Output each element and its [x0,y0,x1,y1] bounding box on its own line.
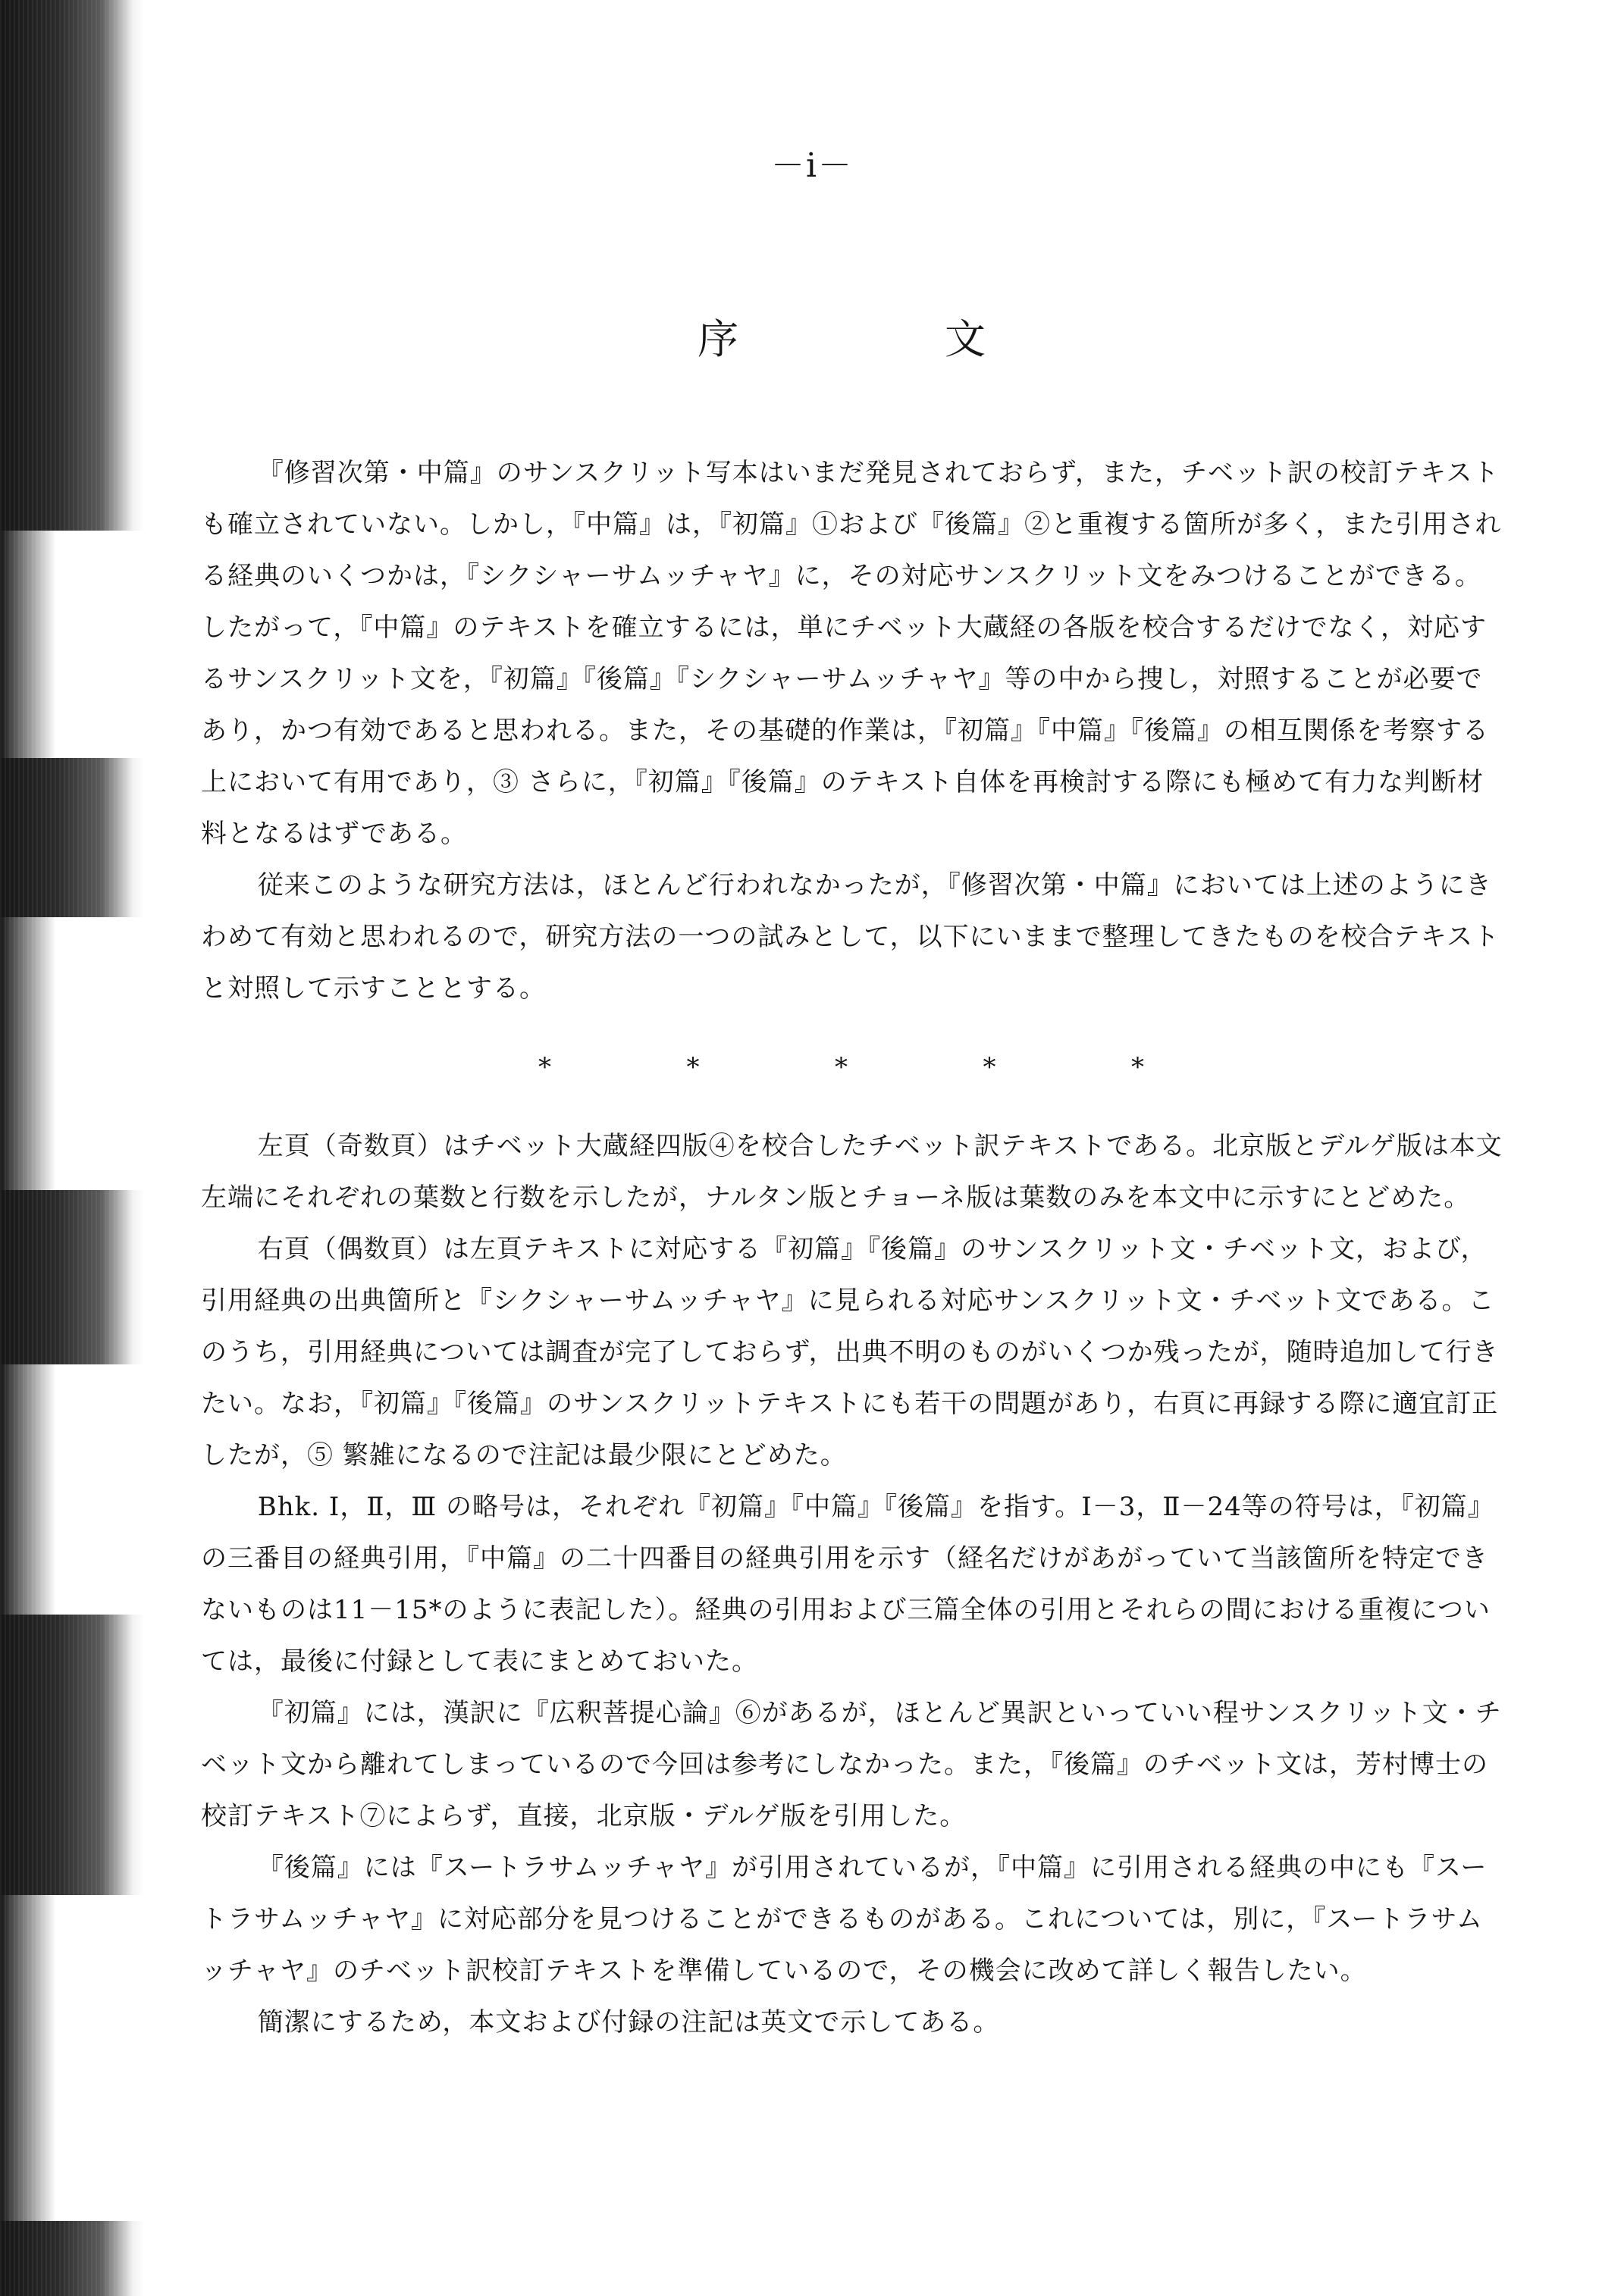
title-char-1: 序 [698,315,738,363]
paragraph: 簡潔にするため，本文および付録の注記は英文で示してある。 [257,2007,1000,2038]
page-number: －i－ [770,146,854,185]
separator-star: * [1131,1052,1145,1082]
scan-binding-gap [0,1895,159,2221]
paragraph: 右頁（偶数頁）は左頁テキストに対応する『初篇』『後篇』のサンスクリット文・チベット文，および，引用経典の出典箇所と『シクシャーサムッチャヤ』に見られる対応サンスクリット文・チベット文である。このうち，引用経典については調査が完了しておらず，出典不明のものがいくつか残ったが，随時追加して行きたい。なお，『初篇』『後篇』のサンスクリットテキストにも若干の問題があり，右頁に再録する際に適宜訂正したが，⑤ 繁雑になるので注記は最少限にとどめた。 [201,1234,1499,1471]
title-char-2: 文 [945,315,986,363]
paragraph: 『修習次第・中篇』のサンスクリット写本はいまだ発見されておらず，また，チベット訳の校訂テキストも確立されていない。しかし，『中篇』は，『初篇』①および『後篇』②と重複する箇所が多く，また引用される経典のいくつかは，『シクシャーサムッチャヤ』に，その対応サンスクリット文をみつけることができる。したがって，『中篇』のテキストを確立するには，単にチベット大蔵経の各版を校合するだけでなく，対応するサンスクリット文を，『初篇』『後篇』『シクシャーサムッチャヤ』等の中から捜し，対照することが必要であり，かつ有効であると思われる。また，その基礎的作業は，『初篇』『中篇』『後篇』の相互関係を考察する上において有用であり，③ さらに，『初篇』『後篇』のテキスト自体を再検討する際にも極めて有力な判断材料となるはずである。 [201,458,1502,849]
separator-star: * [686,1052,701,1082]
separator-star: * [538,1052,552,1082]
paragraph: 『初篇』には，漢訳に『広釈菩提心論』⑥があるが，ほとんど異訳といっていい程サンスクリット文・チベット文から離れてしまっているので今回は参考にしなかった。また，『後篇』のチベット文は，芳村博士の校訂テキスト⑦によらず，直接，北京版・デルゲ版を引用した。 [201,1698,1502,1831]
separator-star: * [835,1052,848,1082]
page-title [698,307,986,365]
paragraph: 左頁（奇数頁）はチベット大蔵経四版④を校合したチベット訳テキストである。北京版とデルゲ版は本文左端にそれぞれの葉数と行数を示したが，ナルタン版とチョーネ版は葉数のみを本文中に示すにとどめた。 [201,1131,1503,1213]
scan-binding-gap [0,1364,159,1615]
scan-binding-gap [0,531,159,758]
paragraph: 従来このような研究方法は，ほとんど行われなかったが，『修習次第・中篇』においては上述のようにきわめて有効と思われるので，研究方法の一つの試みとして，以下にいままで整理してきたものを校合テキストと対照して示すこととする。 [201,870,1500,1004]
preface-body [201,447,1505,2048]
paragraph: Bhk. Ⅰ，Ⅱ，Ⅲ の略号は，それぞれ『初篇』『中篇』『後篇』を指す。Ⅰ－3，Ⅱ－24等の符号は，『初篇』の三番目の経典引用，『中篇』の二十四番目の経典引用を示す（経名だけがあがっていて当該箇所を特定できないものは11－15*のように表記した）。経典の引用および三篇全体の引用とそれらの間における重複については，最後に付録として表にまとめておいた。 [201,1492,1494,1677]
separator-star: * [983,1052,997,1082]
scan-binding-gap [0,917,159,1190]
paragraph: 『後篇』には『スートラサムッチャヤ』が引用されているが，『中篇』に引用される経典の中にも『スートラサムッチャヤ』に対応部分を見つけることができるものがある。これについては，別に，『スートラサムッチャヤ』のチベット訳校訂テキストを準備しているので，その機会に改めて詳しく報告したい。 [201,1853,1488,1986]
section-separator [538,1045,1145,1090]
